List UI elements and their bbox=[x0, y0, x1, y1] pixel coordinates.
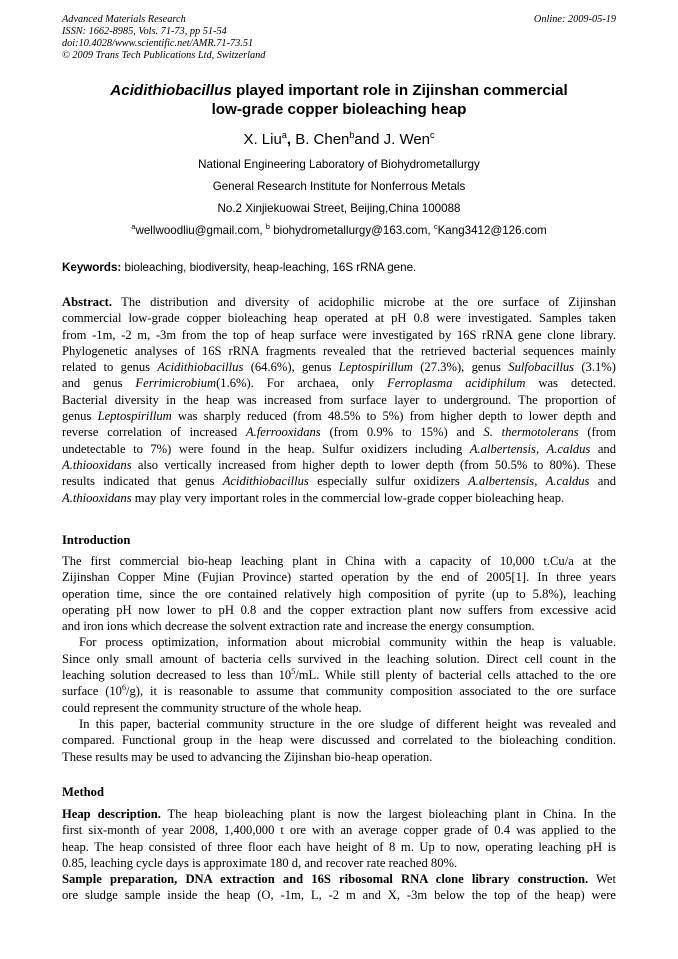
email-a[interactable]: wellwoodliu@gmail.com, bbox=[135, 224, 266, 237]
affiliation-line-1: National Engineering Laboratory of Biohydrometallurgy bbox=[198, 158, 480, 171]
paper-title bbox=[62, 81, 616, 119]
section-heading-method: Method bbox=[62, 785, 104, 799]
affiliation-line-3: No.2 Xinjiekuowai Street, Beijing,China 100088 bbox=[217, 202, 461, 215]
keywords: Keywords: bioleaching, biodiversity, heap-leaching, 16S rRNA gene. bbox=[62, 261, 417, 274]
introduction-body: The first commercial bio-heap leaching plant in China with a capacity of 10,000 t.Cu/a at the Zijinshan Copper Mine (Fujian Province) started operation by the end of 2005[1]. In three years operation time, since the ore contained relatively high composition of pyrite (up to 5.8%), leaching operating pH now lower to pH 0.8 and the copper extraction plant now suffers from excessive acid and iron ions which decrease the solvent extraction rate and increase the energy consumption. For process optimization, information about microbial community within the heap is valuable. Since only small amount of bacteria cells survived in the leaching solution. Direct cell count in the leaching solution decreased to less than $10^5/mL$. While still plenty of bacterial cells attached to the ore surface $(10^6/g)$, it is reasonable to assume that community composition associated to the ore surface could represent the community structure of the whole heap. In this paper, bacterial community structure in the ore sludge of different height was revealed and compared. Functional group in the heap were discussed and correlated to the bioleaching condition. These results may be used to advancing the Zijinshan bio-heap operation. bbox=[62, 554, 616, 764]
doi-line: doi:10.4028/www.scientific.net/AMR.71-73.51 bbox=[62, 38, 254, 49]
title-line-1: Acidithiobacillus played important role in Zijinshan commercial bbox=[110, 82, 568, 99]
affiliation-line-2: General Research Institute for Nonferrous Metals bbox=[212, 180, 466, 193]
method-body: Heap description. The heap bioleaching plant is now the largest bioleaching plant in China. In the first six-month of year 2008, 1,400,000 t ore with an average copper grade of 0.4 was applied to the heap. The heap consisted of three floor each have height of 8 m. Up to now, operating leaching pH is 0.85, leaching cycle days is approximate 180 d, and recover rate reached 80%. Sample preparation, DNA extraction and 16S ribosomal RNA clone library construction. Wet ore sludge sample inside the heap (O, -1m, L, -2 m and X, -3m below the top of the heap) were bbox=[62, 807, 616, 903]
author-2: B. Chen bbox=[295, 131, 350, 148]
copyright-line: © 2009 Trans Tech Publications Ltd, Switzerland bbox=[62, 50, 266, 61]
author-3: J. Wen bbox=[383, 131, 431, 148]
abstract-label: Abstract. bbox=[62, 295, 113, 309]
online-date: Online: 2009-05-19 bbox=[533, 14, 616, 25]
section-heading-introduction: Introduction bbox=[62, 533, 131, 547]
journal-header bbox=[62, 14, 265, 62]
issn-line: ISSN: 1662-8985, Vols. 71-73, pp 51-54 bbox=[62, 26, 227, 37]
keywords-label: Keywords: bbox=[62, 261, 122, 274]
email-c[interactable]: Kang3412@126.com bbox=[437, 224, 547, 237]
subheading-heap-description: Heap description. bbox=[62, 807, 161, 821]
title-line-2: low-grade copper bioleaching heap bbox=[211, 101, 467, 118]
journal-name: Advanced Materials Research bbox=[62, 14, 186, 25]
author-1: X. Liu bbox=[243, 131, 282, 148]
email-line: $^a$wellwoodliu@gmail.com, $^b$ biohydrometallurgy@163.com, $^c$Kang3412@126.com bbox=[131, 222, 547, 237]
email-b[interactable]: biohydrometallurgy@163.com, bbox=[269, 224, 434, 237]
author-list: X. Liu$^a$, B. Chen$^b$and J. Wen$^c$ bbox=[243, 130, 435, 148]
title-genus: Acidithiobacillus bbox=[110, 82, 232, 99]
abstract: Abstract. The distribution and diversity of acidophilic microbe at the ore surface of Zijinshan commercial low-grade copper bioleaching heap operated at pH 0.8 were investigated. Samples taken from -1m, -2 m, -3m from the top of heap surface were investigated by 16S rRNA gene clone library. Phylogenetic analyses of 16S rRNA fragments revealed that the retrieved bacterial sequences mainly related to genus Acidithiobacillus (64.6%), genus Leptospirillum (27.3%), genus Sulfobacillus (3.1%) and genus Ferrimicrobium(1.6%). For archaea, only Ferroplasma acidiphilum was detected. Bacterial diversity in the heap was increased from surface layer to underground. The proportion of genus Leptospirillum was sharply reduced (from 48.5% to 5%) from higher depth to lower depth and reverse correlation of increased A.ferrooxidans (from 0.9% to 15%) and S. thermotolerans (from undetectable to 7%) were found in the heap. Sulfur oxidizers including A.albertensis, A.caldus and A.thiooxidans also vertically increased from higher depth to lower depth (from 50.5% to 80%). These results indicated that genus Acidithiobacillus especially sulfur oxidizers A.albertensis, A.caldus and A.thiooxidans may play very important roles in the commercial low-grade copper bioleaching heap. bbox=[62, 295, 616, 505]
subheading-sample-preparation: Sample preparation, DNA extraction and 16S ribosomal RNA clone library construction. bbox=[62, 872, 589, 887]
